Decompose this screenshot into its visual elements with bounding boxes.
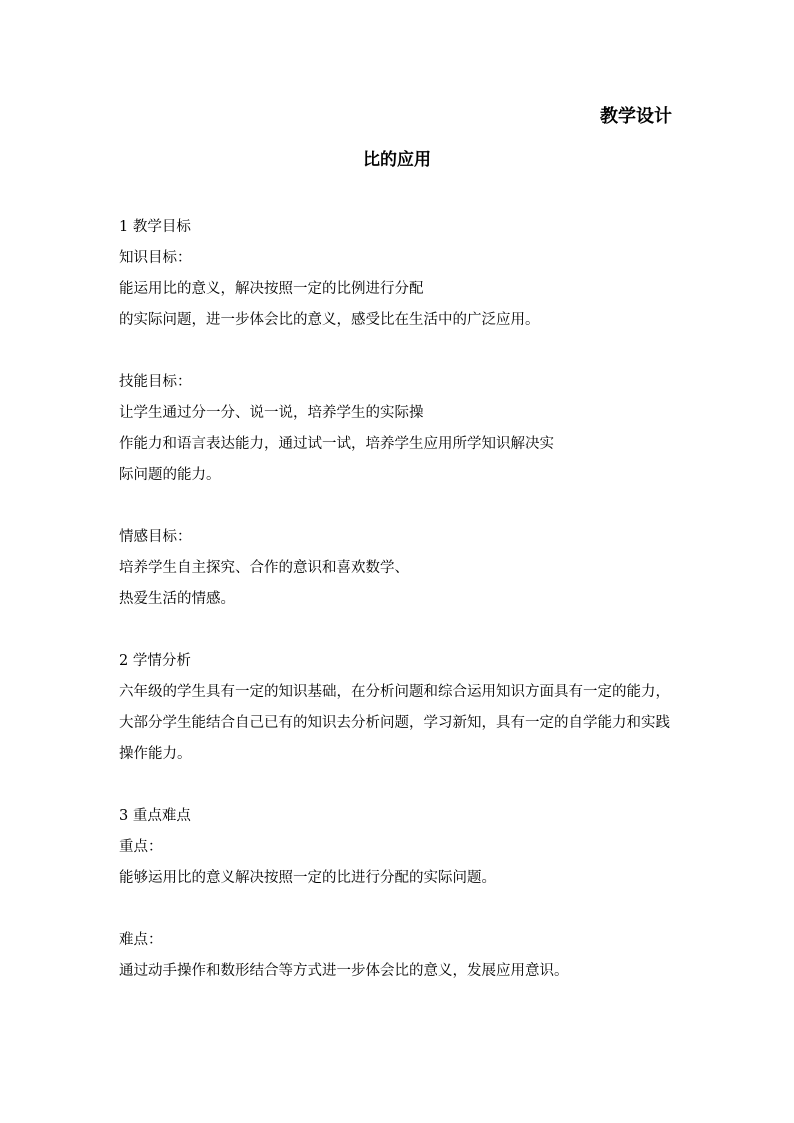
spacer	[119, 615, 679, 646]
emotion-objective-line: 热爱生活的情感。	[119, 591, 235, 607]
learner-analysis-section	[119, 646, 679, 770]
key-difficult-points-section	[119, 801, 679, 987]
emotion-objective-line: 培养学生自主探究、合作的意识和喜欢数学、	[119, 560, 409, 576]
skill-objective-label: 技能目标：	[119, 374, 192, 390]
key-point-text: 能够运用比的意义解决按照一定的比进行分配的实际问题。	[119, 870, 496, 886]
difficult-point-label: 难点：	[119, 932, 163, 948]
learner-analysis-paragraph: 六年级的学生具有一定的知识基础，在分析问题和综合运用知识方面具有一定的能力，大部分学生能结合自己已有的知识去分析问题，学习新知，具有一定的自学能力和实践操作能力。	[119, 684, 670, 762]
skill-objective-line: 让学生通过分一分、说一说，培养学生的实际操	[119, 405, 424, 421]
knowledge-objective-label: 知识目标：	[119, 250, 192, 266]
lesson-title: 比的应用	[363, 150, 431, 170]
section-heading-learner-analysis: 2 学情分析	[119, 653, 191, 669]
spacer	[119, 770, 679, 801]
section-heading-key-points: 3 重点难点	[119, 808, 191, 824]
document-body	[119, 212, 679, 987]
knowledge-objective-line: 的实际问题，进一步体会比的意义，感受比在生活中的广泛应用。	[119, 312, 540, 328]
spacer	[119, 894, 679, 925]
knowledge-objective-line: 能运用比的意义，解决按照一定的比例进行分配	[119, 281, 424, 297]
spacer	[119, 491, 679, 522]
skill-objective-line: 作能力和语言表达能力，通过试一试，培养学生应用所学知识解决实	[119, 436, 554, 452]
section-heading-objectives: 1 教学目标	[119, 219, 191, 235]
skill-objective-line: 际问题的能力。	[119, 467, 221, 483]
document-type-title: 教学设计	[600, 106, 672, 127]
spacer	[119, 336, 679, 367]
emotion-objective-label: 情感目标：	[119, 529, 192, 545]
difficult-point-text: 通过动手操作和数形结合等方式进一步体会比的意义，发展应用意识。	[119, 963, 569, 979]
teaching-objectives-section	[119, 212, 679, 615]
key-point-label: 重点：	[119, 839, 163, 855]
